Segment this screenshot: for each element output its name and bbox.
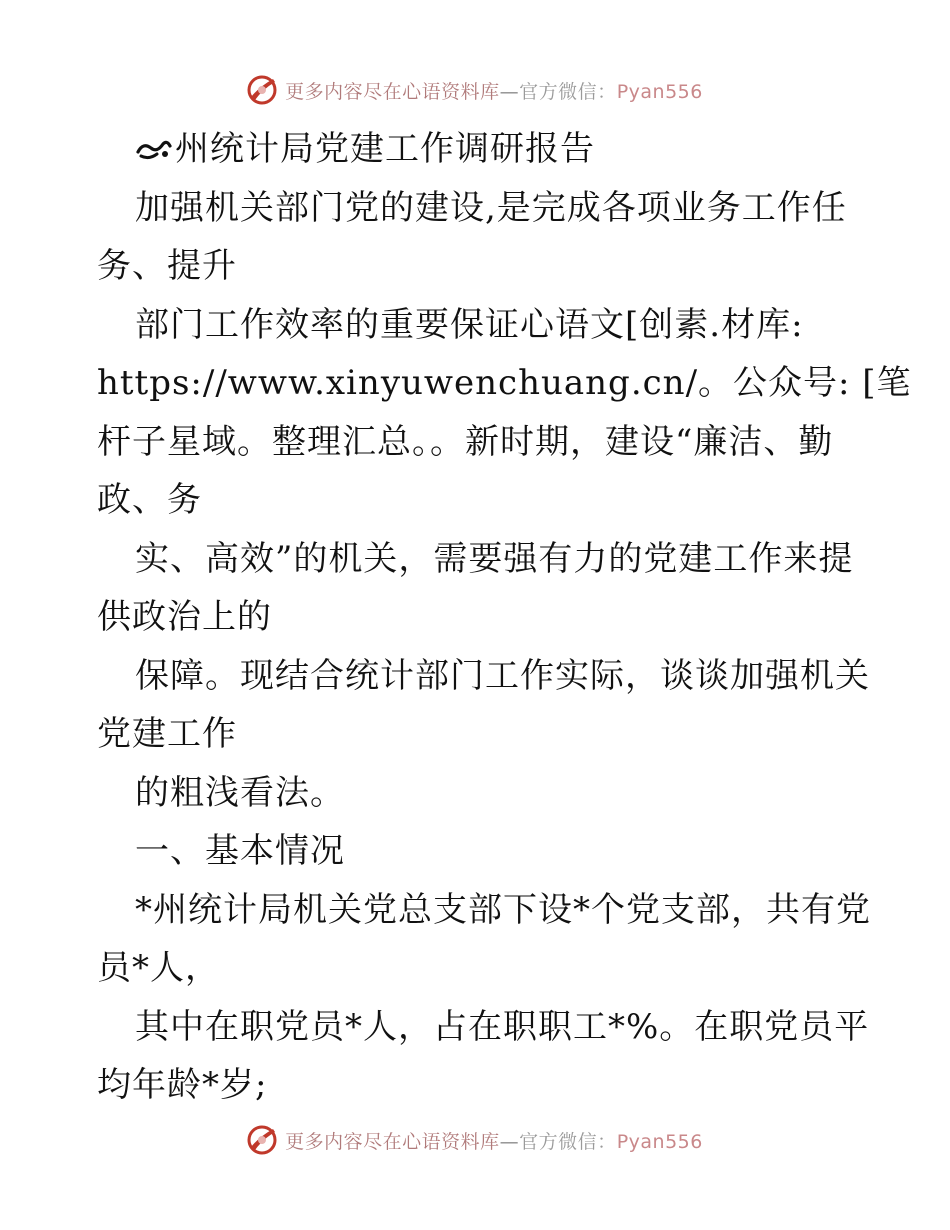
document-title-text: 州统计局党建工作调研报告	[175, 129, 595, 169]
footer-banner-id: Pyan556	[616, 1130, 703, 1153]
document-title	[97, 120, 857, 179]
header-banner-wechat: 官方微信：	[519, 80, 617, 103]
paragraph-line: 其中在职党员*人，占在职职工*%。在职党员平	[135, 1006, 870, 1047]
paragraph-line: 党建工作	[97, 714, 237, 754]
section-heading: 一、基本情况	[135, 831, 345, 871]
header-banner	[0, 70, 950, 110]
footer-banner-text	[285, 1127, 703, 1154]
title-glyph-icon	[135, 134, 173, 164]
footer-banner-main: 更多内容尽在心语资料库	[285, 1130, 500, 1153]
paragraph-line: 实、高效”的机关，需要强有力的党建工作来提	[135, 538, 854, 579]
header-banner-text	[285, 77, 703, 104]
header-banner-sep: —	[499, 80, 520, 103]
paragraph-line: 杆子星域。整理汇总。。新时期，建设“廉洁、勤	[97, 421, 834, 462]
footer-banner-wechat: 官方微信：	[519, 1130, 617, 1153]
paragraph-line: 政、务	[97, 480, 202, 520]
brush-logo-icon	[245, 1123, 279, 1157]
paragraph-line: 供政治上的	[97, 597, 272, 637]
paragraph-line: 的粗浅看法。	[135, 772, 345, 813]
footer-banner-content	[245, 1123, 703, 1157]
header-banner-content	[245, 73, 703, 107]
paragraph-line: 均年龄*岁;	[97, 1065, 268, 1105]
brush-logo-icon	[245, 73, 279, 107]
header-banner-id: Pyan556	[616, 80, 703, 103]
header-banner-main: 更多内容尽在心语资料库	[285, 80, 500, 103]
paragraph-line: 务、提升	[97, 246, 237, 286]
document-body	[97, 120, 912, 1115]
footer-banner	[0, 1120, 950, 1160]
paragraph-line-url: https://www.xinyuwenchuang.cn/。公众号: [笔	[97, 363, 912, 403]
paragraph-line: *州统计局机关党总支部下设*个党支部，共有党	[135, 889, 871, 930]
footer-banner-sep: —	[499, 1130, 520, 1153]
paragraph-line: 加强机关部门党的建设,是完成各项业务工作任	[135, 187, 847, 228]
paragraph-line: 保障。现结合统计部门工作实际，谈谈加强机关	[135, 655, 870, 696]
paragraph-line: 部门工作效率的重要保证心语文[创素.材库:	[135, 304, 804, 345]
paragraph-line: 员*人，	[97, 948, 220, 988]
